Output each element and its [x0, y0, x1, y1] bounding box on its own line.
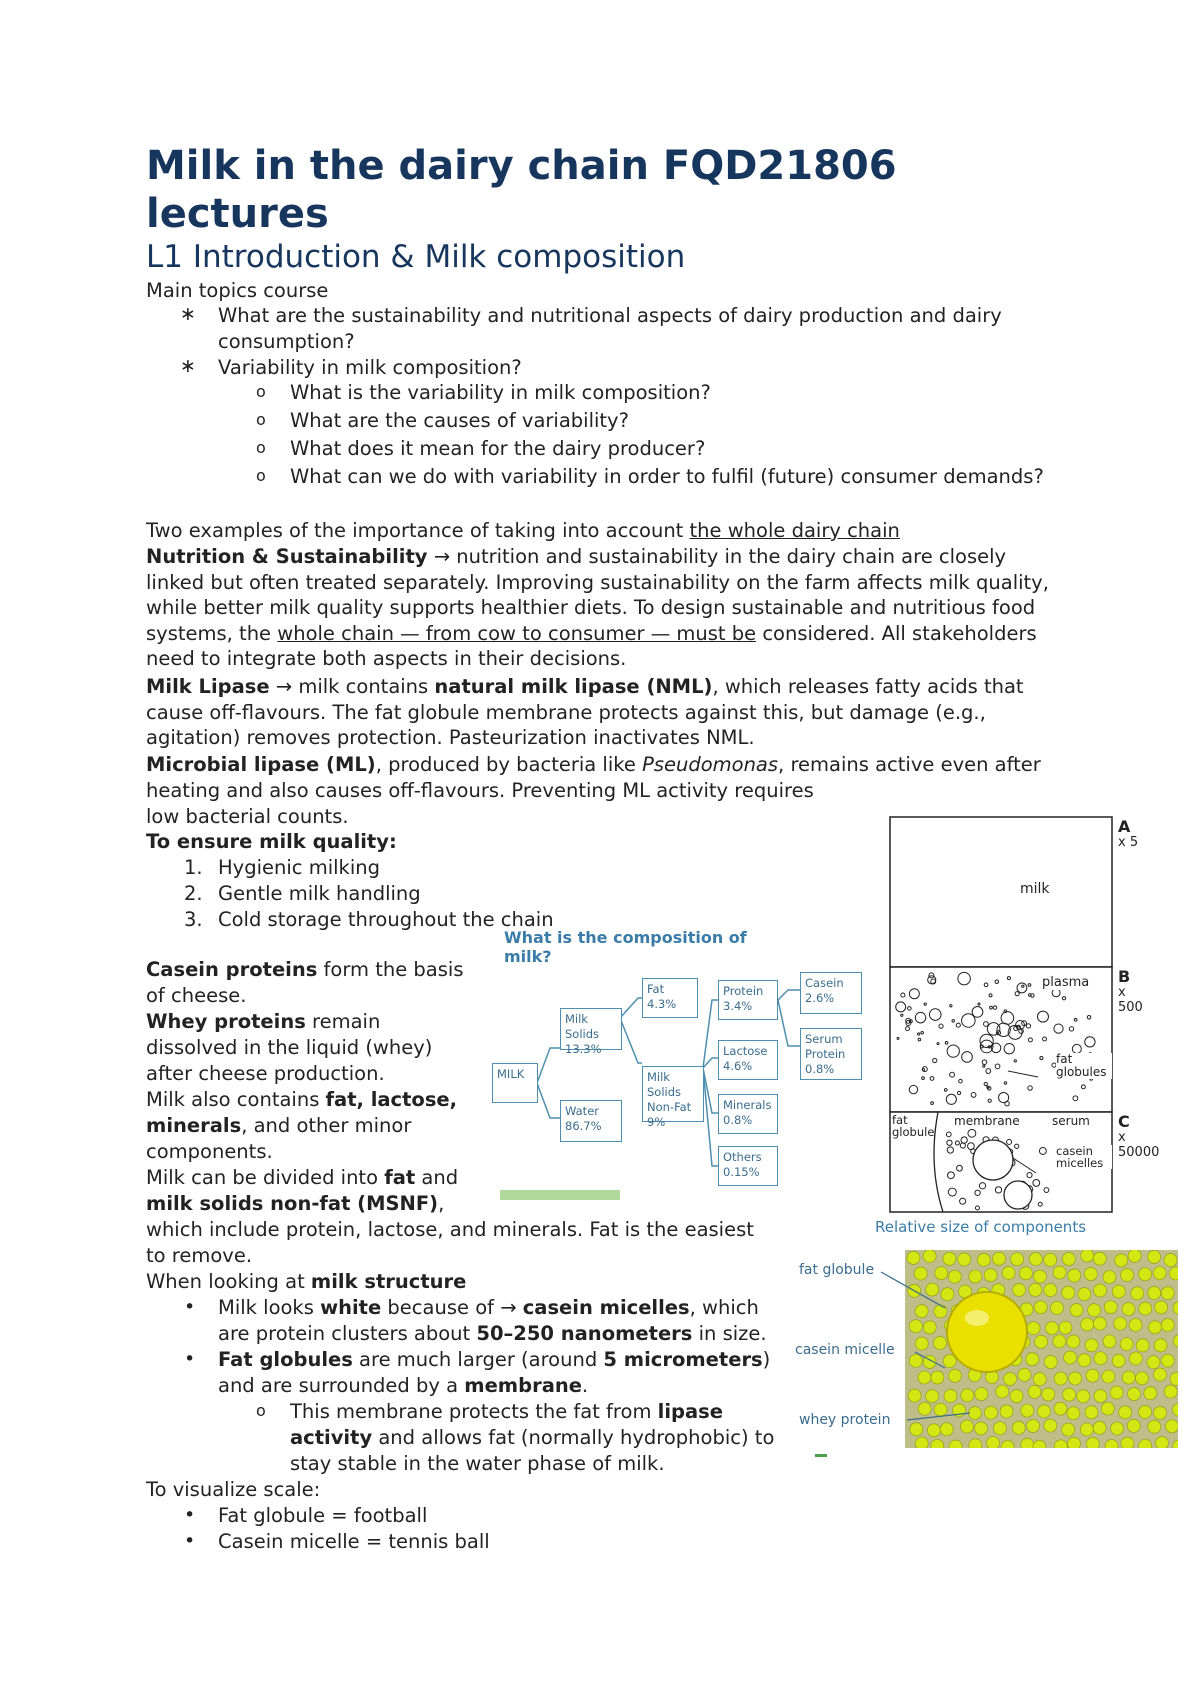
fat-globules-label: fat globules: [1056, 1053, 1112, 1079]
caption-pointers: [795, 1218, 1185, 1458]
msnf-box: Milk Solids Non-Fat 9%: [642, 1066, 704, 1122]
paragraph: Two examples of the importance of taking into account the whole dairy chain: [146, 519, 900, 542]
milk-label: milk: [1020, 881, 1050, 897]
casein-micelles-label: casein micelles: [1056, 1145, 1112, 1169]
logo-mark: [815, 1454, 827, 1457]
list-item: Casein micelle = tennis ball: [218, 1530, 490, 1553]
list-item: This membrane protects the fat from lipase: [290, 1400, 723, 1423]
figure-title: Relative size of components: [875, 1218, 1087, 1236]
text-line: dissolved in the liquid (whey): [146, 1036, 433, 1059]
list-bullet: ∗: [180, 355, 196, 377]
milk-box: MILK: [492, 1063, 538, 1103]
text-line: minerals, and other minor: [146, 1114, 412, 1137]
paragraph-microbial: Microbial lipase (ML), produced by bacteria like Pseudomonas, remains active even after heating and also causes off-flavours. Preventing ML activity requires: [146, 753, 1041, 802]
text-line: To visualize scale:: [146, 1478, 321, 1501]
text-line: components.: [146, 1140, 273, 1163]
list-item: What can we do with variability in order to fulfil (future) consumer demands?: [290, 465, 1044, 488]
list-number: 2.: [184, 882, 203, 905]
list-bullet: o: [256, 1401, 266, 1420]
casein-micelle-caption: casein micelle: [795, 1342, 895, 1358]
label-c: C: [1118, 1112, 1130, 1131]
list-item: Fat globule = football: [218, 1504, 428, 1527]
whey-protein-caption: whey protein: [799, 1412, 891, 1428]
list-number: 3.: [184, 908, 203, 931]
text-line: Casein proteins form the basis: [146, 958, 464, 981]
list-item: Hygienic milking: [218, 856, 380, 879]
fat-globule-caption: fat globule: [799, 1262, 875, 1278]
list-item: Gentle milk handling: [218, 882, 421, 905]
milk-solids-box: Milk Solids 13.3%: [560, 1008, 622, 1050]
fat-box: Fat 4.3%: [642, 978, 698, 1018]
magnification-a: x 5: [1118, 835, 1139, 850]
casein-box: Casein 2.6%: [800, 972, 862, 1014]
list-item-line: stay stable in the water phase of milk.: [290, 1452, 665, 1475]
list-item: What are the causes of variability?: [290, 409, 629, 432]
list-item: Milk looks white because of → casein micelles, which: [218, 1296, 759, 1319]
list-item-line: activity and allows fat (normally hydrophobic) to: [290, 1426, 775, 1449]
list-bullet: o: [256, 410, 266, 429]
paragraph-lipase: Milk Lipase → milk contains natural milk lipase (NML), which releases fatty acids that cause off-flavours. The fat globule membrane protects against this, but damage (e.g., agitation) removes protection. Pasteurization inactivates NML.: [146, 675, 1024, 750]
protein-box: Protein 3.4%: [718, 980, 778, 1020]
list-item: Fat globules are much larger (around 5 micrometers): [218, 1348, 771, 1371]
list-bullet: o: [256, 438, 266, 457]
list-item: What is the variability in milk composition?: [290, 381, 711, 404]
water-box: Water 86.7%: [560, 1100, 622, 1142]
list-bullet: •: [184, 1348, 196, 1370]
list-item: What does it mean for the dairy producer?: [290, 437, 706, 460]
diagram-title: What is the composition of milk?: [504, 928, 747, 966]
text-line: Milk also contains fat, lactose,: [146, 1088, 458, 1111]
label-b: B: [1118, 967, 1131, 986]
list-bullet: •: [184, 1530, 196, 1552]
membrane-label: membrane: [954, 1114, 1020, 1128]
plasma-label: plasma: [1042, 975, 1090, 990]
list-item: What are the sustainability and nutritional aspects of dairy production and dairy consumption?: [218, 304, 1002, 353]
text-line: of cheese.: [146, 984, 247, 1007]
paragraph-nutrition: Nutrition & Sustainability → nutrition and sustainability in the dairy chain are closely linked but often treated separately. Improving sustainability on the farm affects milk quality, while better milk quality supports healthier diets. To design sustainable and nutritious food systems, the whole chain — from cow to consumer — must be considered. All stakeholders need to integrate both aspects in their decisions.: [146, 545, 1049, 671]
list-item-line: are protein clusters about 50–250 nanometers in size.: [218, 1322, 767, 1345]
label-a: A: [1118, 817, 1131, 836]
magnification-c: x 50000: [1118, 1130, 1160, 1160]
fat-globule-label: fat globule: [892, 1113, 935, 1139]
serum-protein-box: Serum Protein 0.8%: [800, 1028, 862, 1080]
list-bullet: o: [256, 382, 266, 401]
minerals-box: Minerals 0.8%: [718, 1094, 778, 1134]
list-number: 1.: [184, 856, 203, 879]
university-logo: [500, 1190, 620, 1200]
text-line: Whey proteins remain: [146, 1010, 381, 1033]
text-line: to remove.: [146, 1244, 253, 1267]
list-bullet: o: [256, 466, 266, 485]
section-heading: L1 Introduction & Milk composition: [146, 239, 686, 275]
list-item: Cold storage throughout the chain: [218, 908, 554, 931]
list-item-line: and are surrounded by a membrane.: [218, 1374, 589, 1397]
text-line: When looking at milk structure: [146, 1270, 467, 1293]
page-title: Milk in the dairy chain FQD21806 lectures: [146, 143, 897, 237]
text-line: after cheese production.: [146, 1062, 385, 1085]
paragraph-line: low bacterial counts.: [146, 805, 349, 828]
list-bullet: ∗: [180, 303, 196, 325]
text-line: milk solids non-fat (MSNF),: [146, 1192, 445, 1215]
main-topics-label: Main topics course: [146, 279, 329, 302]
text-line: which include protein, lactose, and minerals. Fat is the easiest: [146, 1218, 754, 1241]
milk-structure-diagram: [888, 815, 1160, 1215]
quality-heading: To ensure milk quality:: [146, 830, 397, 853]
relative-size-figure: [795, 1218, 1185, 1458]
others-box: Others 0.15%: [718, 1146, 778, 1186]
list-item: Variability in milk composition?: [218, 356, 522, 379]
text-line: Milk can be divided into fat and: [146, 1166, 459, 1189]
serum-label: serum: [1052, 1114, 1090, 1128]
composition-diagram: [490, 928, 846, 1208]
list-bullet: •: [184, 1296, 196, 1318]
magnification-b: x 500: [1118, 985, 1143, 1015]
list-bullet: •: [184, 1504, 196, 1526]
lactose-box: Lactose 4.6%: [718, 1040, 778, 1080]
